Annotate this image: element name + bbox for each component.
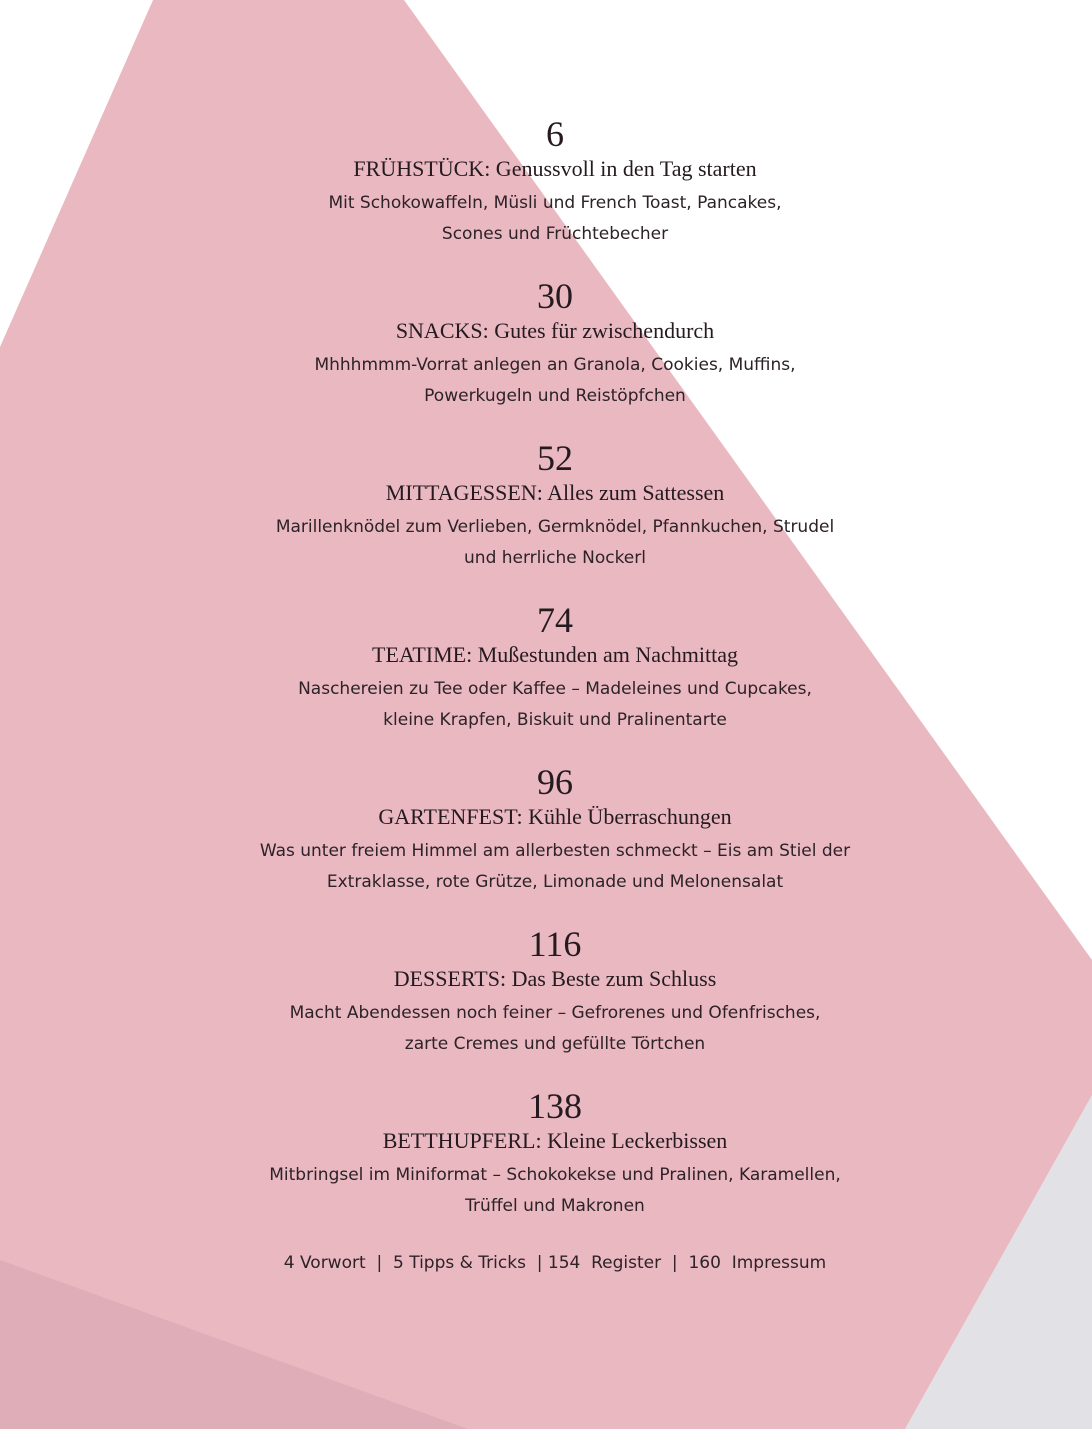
toc-section[interactable] (0, 599, 1092, 736)
section-description-line: Mhhhmmm-Vorrat anlegen an Granola, Cookies, Muffins, (314, 355, 796, 375)
section-description-line: Naschereien zu Tee oder Kaffee – Madeleines und Cupcakes, (298, 679, 812, 699)
toc-section[interactable] (0, 1085, 1092, 1222)
section-description-line: Marillenknödel zum Verlieben, Germknödel, Pfannkuchen, Strudel (275, 517, 835, 537)
section-description-line: Mitbringsel im Miniformat – Schokokekse und Pralinen, Karamellen, (269, 1165, 841, 1185)
section-description-line: Mit Schokowaffeln, Müsli und French Toast, Pancakes, (328, 193, 782, 213)
toc-section[interactable] (0, 113, 1092, 250)
section-description-line: Extraklasse, rote Grütze, Limonade und Melonensalat (326, 872, 784, 892)
section-description-line: kleine Krapfen, Biskuit und Pralinentarte (383, 710, 727, 730)
section-title: FRÜHSTÜCK: Genussvoll in den Tag starten (353, 156, 757, 181)
section-title: SNACKS: Gutes für zwischendurch (395, 318, 715, 343)
section-title: TEATIME: Mußestunden am Nachmittag (372, 642, 738, 667)
section-page-number: 52 (537, 438, 573, 478)
table-of-contents (0, 113, 1092, 1247)
section-title: MITTAGESSEN: Alles zum Sattessen (385, 480, 725, 505)
section-title: BETTHUPFERL: Kleine Leckerbissen (382, 1128, 728, 1153)
section-title: DESSERTS: Das Beste zum Schluss (393, 966, 717, 991)
toc-section[interactable] (0, 761, 1092, 898)
section-description-line: zarte Cremes und gefüllte Törtchen (404, 1034, 706, 1054)
section-description-line: Powerkugeln und Reistöpfchen (424, 386, 686, 406)
section-description-line: Macht Abendessen noch feiner – Gefrorenes und Ofenfrisches, (289, 1003, 821, 1023)
section-description-line: Scones und Früchtebecher (441, 224, 669, 244)
section-page-number: 30 (537, 276, 573, 316)
section-title: GARTENFEST: Kühle Überraschungen (378, 804, 732, 829)
section-page-number: 6 (546, 114, 564, 154)
section-page-number: 138 (528, 1086, 582, 1126)
footer-index: 4 Vorwort | 5 Tipps & Tricks | 154 Register | 160 Impressum (283, 1253, 827, 1273)
section-page-number: 74 (537, 600, 573, 640)
section-description-line: Trüffel und Makronen (465, 1196, 645, 1216)
toc-section[interactable] (0, 275, 1092, 412)
section-page-number: 96 (537, 762, 573, 802)
section-page-number: 116 (528, 924, 582, 964)
toc-section[interactable] (0, 923, 1092, 1060)
toc-section[interactable] (0, 437, 1092, 574)
section-description-line: und herrliche Nockerl (464, 548, 646, 568)
section-description-line: Was unter freiem Himmel am allerbesten schmeckt – Eis am Stiel der (259, 841, 851, 861)
